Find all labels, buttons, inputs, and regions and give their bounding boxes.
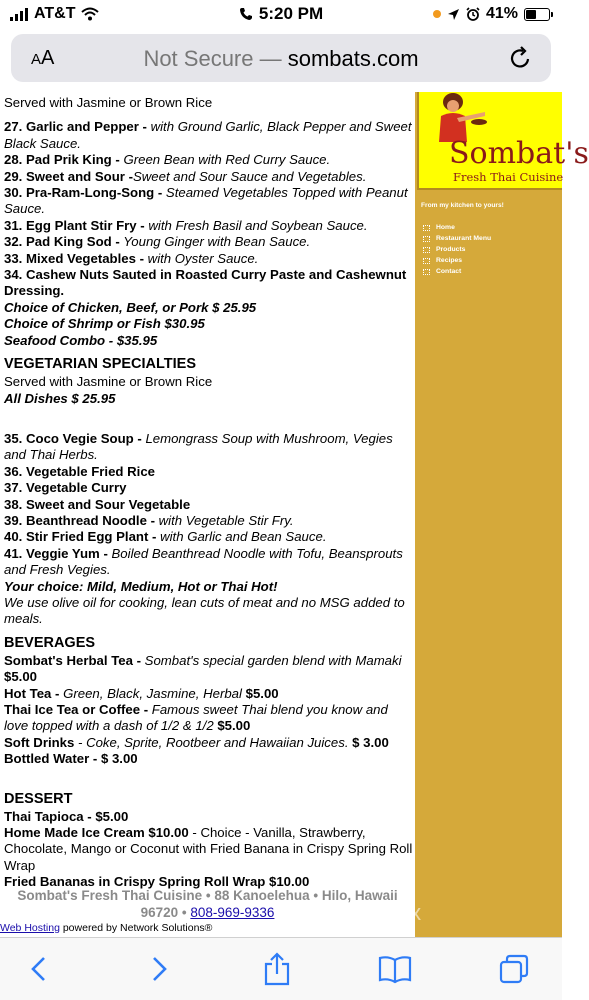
alarm-icon	[466, 7, 480, 21]
dessert-list	[4, 809, 415, 891]
item-name: 33. Mixed Vegetables -	[4, 250, 144, 266]
location-icon	[447, 8, 460, 21]
item-name: 37. Vegetable Curry	[4, 480, 127, 496]
section-heading-vegetarian: VEGETARIAN SPECIALTIES	[4, 356, 197, 373]
phone-icon	[239, 7, 253, 21]
menu-item	[4, 735, 415, 751]
item-description: Green, Black, Jasmine, Herbal	[59, 685, 242, 701]
nav-bullet-icon	[423, 225, 430, 231]
menu-item	[4, 546, 415, 579]
item-name: Thai Ice Tea or Coffee -	[4, 702, 149, 717]
cooking-note: We use olive oil for cooking, lean cuts of meat and no MSG added to meals.	[4, 594, 405, 627]
browser-address-area	[0, 28, 562, 92]
sidebar-nav-item[interactable]	[423, 266, 491, 277]
menu-item	[4, 825, 415, 874]
nav-bullet-icon	[423, 247, 430, 253]
item-description: with Garlic and Bean Sauce.	[156, 529, 327, 545]
spice-choice: Your choice: Mild, Medium, Hot or Thai Hot!	[4, 578, 278, 594]
item-description: Boiled Beanthread Noodle with Tofu, Beansprouts and Fresh Vegies.	[4, 545, 403, 578]
item-name: Fried Bananas in Crispy Spring Roll Wrap $10.00	[4, 874, 310, 890]
entree-prices	[4, 300, 415, 349]
url-text[interactable]	[11, 46, 551, 72]
menu-item	[4, 751, 415, 767]
menu-item	[4, 119, 415, 152]
tabs-icon	[498, 953, 530, 985]
footer-address: Sombat's Fresh Thai Cuisine • 88 Kanoelehua • Hilo, Hawaii 96720 •	[17, 888, 398, 920]
sidebar-nav-item[interactable]	[423, 244, 491, 255]
nav-label: Contact	[436, 268, 462, 275]
sidebar-nav	[423, 222, 491, 277]
phone-link[interactable]: 808-969-9336	[190, 905, 275, 920]
back-button[interactable]	[22, 952, 56, 986]
item-name: 32. Pad King Sod -	[4, 234, 120, 250]
item-name: 27. Garlic and Pepper -	[4, 119, 147, 135]
status-bar	[0, 0, 562, 28]
item-description: Famous sweet Thai blend you know and love topped with a dash of 1/2 & 1/2	[4, 702, 388, 734]
domain-label: sombats.com	[287, 46, 419, 71]
beverage-list	[4, 653, 415, 768]
item-description: - Coke, Sprite, Rootbeer and Hawaiian Juices.	[74, 734, 349, 750]
item-description: Green Bean with Red Curry Sauce.	[119, 152, 331, 168]
recording-dot-icon	[433, 10, 441, 18]
item-description: Young Ginger with Bean Sauce.	[119, 234, 311, 250]
tagline: From my kitchen to yours!	[421, 202, 504, 209]
item-description: with Ground Garlic, Black Pepper and Sweet Black Sauce.	[4, 119, 412, 151]
item-description: with Oyster Sauce.	[144, 250, 259, 266]
menu-item	[4, 529, 415, 545]
item-description: - Choice - Vanilla, Strawberry, Chocolate, Mango or Coconut with Fried Banana in Crispy Spring Roll Wrap	[4, 825, 413, 873]
hosting-text: powered by Network Solutions®	[59, 922, 213, 934]
nav-bullet-icon	[423, 269, 430, 275]
logo-subtitle: Fresh Thai Cuisine	[453, 170, 564, 184]
menu-item	[4, 152, 415, 168]
share-button[interactable]	[260, 952, 294, 986]
item-price: $5.00	[213, 718, 251, 734]
item-description: Lemongrass Soup with Mushroom, Vegies and Thai Herbs.	[4, 430, 393, 463]
chevron-left-icon	[29, 955, 49, 983]
veg-rice-note: Served with Jasmine or Brown Rice	[4, 374, 213, 390]
item-description: Sombat's special garden blend with Mamaki	[141, 652, 402, 668]
menu-item	[4, 480, 415, 496]
nav-label: Products	[436, 246, 466, 253]
price-line: Seafood Combo - $35.95	[4, 332, 158, 348]
nav-bullet-icon	[423, 258, 430, 264]
sidebar	[415, 92, 589, 937]
item-name: Thai Tapioca - $5.00	[4, 808, 129, 824]
item-description: Steamed Vegetables Topped with Peanut Sauce.	[4, 185, 408, 217]
veg-price: All Dishes $ 25.95	[4, 390, 116, 406]
battery-icon	[524, 8, 550, 21]
battery-percent: 41%	[485, 5, 518, 22]
forward-button[interactable]	[142, 952, 176, 986]
vegetarian-list	[4, 431, 415, 579]
item-name: 36. Vegetable Fried Rice	[4, 463, 155, 479]
site-logo[interactable]	[417, 92, 589, 190]
menu-item	[4, 809, 415, 825]
rice-note: Served with Jasmine or Brown Rice	[4, 95, 213, 110]
item-name: Sombat's Herbal Tea -	[4, 652, 141, 668]
chevron-right-icon	[149, 955, 169, 983]
nav-bullet-icon	[423, 236, 430, 242]
item-name: 31. Egg Plant Stir Fry -	[4, 217, 145, 233]
section-heading-beverages: BEVERAGES	[4, 634, 96, 651]
browser-toolbar	[0, 937, 562, 1000]
section-heading-dessert: DESSERT	[4, 790, 73, 807]
menu-column	[0, 92, 415, 937]
menu-item	[4, 185, 415, 218]
item-name: 41. Veggie Yum -	[4, 545, 108, 561]
reader-aa-button[interactable]: AA	[31, 47, 55, 69]
bookmarks-button[interactable]	[378, 952, 412, 986]
item-description: Sweet and Sour Sauce and Vegetables.	[132, 168, 367, 184]
menu-item	[4, 497, 415, 513]
price-line: Choice of Shrimp or Fish $30.95	[4, 316, 205, 332]
reload-icon[interactable]	[509, 45, 533, 71]
menu-item	[4, 686, 415, 702]
menu-item	[4, 251, 415, 267]
item-name: 30. Pra-Ram-Long-Song -	[4, 185, 163, 201]
time-label: 5:20 PM	[258, 4, 324, 23]
status-right	[433, 5, 550, 23]
menu-item	[4, 464, 415, 480]
item-name: Home Made Ice Cream $10.00	[4, 825, 189, 841]
sidebar-nav-item[interactable]	[423, 222, 491, 233]
sidebar-nav-item[interactable]	[423, 255, 491, 266]
address-bar[interactable]	[11, 34, 551, 82]
item-price: $5.00	[4, 669, 38, 685]
item-description: with Vegetable Stir Fry.	[154, 512, 294, 528]
item-name: 38. Sweet and Sour Vegetable	[4, 496, 191, 512]
item-name: Bottled Water - $ 3.00	[4, 751, 138, 767]
item-name: 29. Sweet and Sour -	[4, 168, 133, 184]
nav-label: Home	[436, 224, 455, 231]
item-price: $ 3.00	[348, 734, 389, 750]
web-hosting-link[interactable]: Web Hosting	[0, 922, 60, 934]
item-name: Hot Tea -	[4, 685, 60, 701]
item-description: with Fresh Basil and Soybean Sauce.	[144, 217, 368, 233]
menu-item	[4, 218, 415, 234]
item-name: 40. Stir Fried Egg Plant -	[4, 529, 157, 545]
web-content	[0, 92, 589, 937]
item-name: 39. Beanthread Noodle -	[4, 512, 155, 528]
hosting-credit	[0, 922, 212, 934]
carrier-label: AT&T	[34, 5, 76, 22]
not-secure-label: Not Secure —	[143, 46, 282, 71]
tabs-button[interactable]	[497, 952, 531, 986]
book-icon	[378, 955, 412, 983]
sidebar-nav-item[interactable]	[423, 233, 491, 244]
item-name: 34. Cashew Nuts Sauted in Roasted Curry Paste and Cashewnut Dressing.	[4, 267, 407, 299]
menu-item	[4, 169, 415, 185]
menu-item	[4, 431, 415, 464]
item-price: $5.00	[241, 685, 279, 701]
item-name: 28. Pad Prik King -	[4, 152, 120, 168]
price-line: Choice of Chicken, Beef, or Pork $ 25.95	[4, 299, 257, 315]
watermark: menupix	[332, 900, 423, 925]
item-name: Soft Drinks	[4, 734, 75, 750]
menu-item	[4, 513, 415, 529]
share-icon	[263, 952, 291, 986]
menu-item	[4, 653, 415, 686]
logo-title: Sombat's	[449, 136, 589, 171]
item-name: 35. Coco Vegie Soup -	[4, 430, 142, 446]
entree-list	[4, 119, 415, 299]
menu-item	[4, 234, 415, 250]
menu-item	[4, 702, 415, 735]
nav-label: Recipes	[436, 257, 463, 264]
nav-label: Restaurant Menu	[436, 235, 492, 242]
menu-item	[4, 267, 415, 300]
